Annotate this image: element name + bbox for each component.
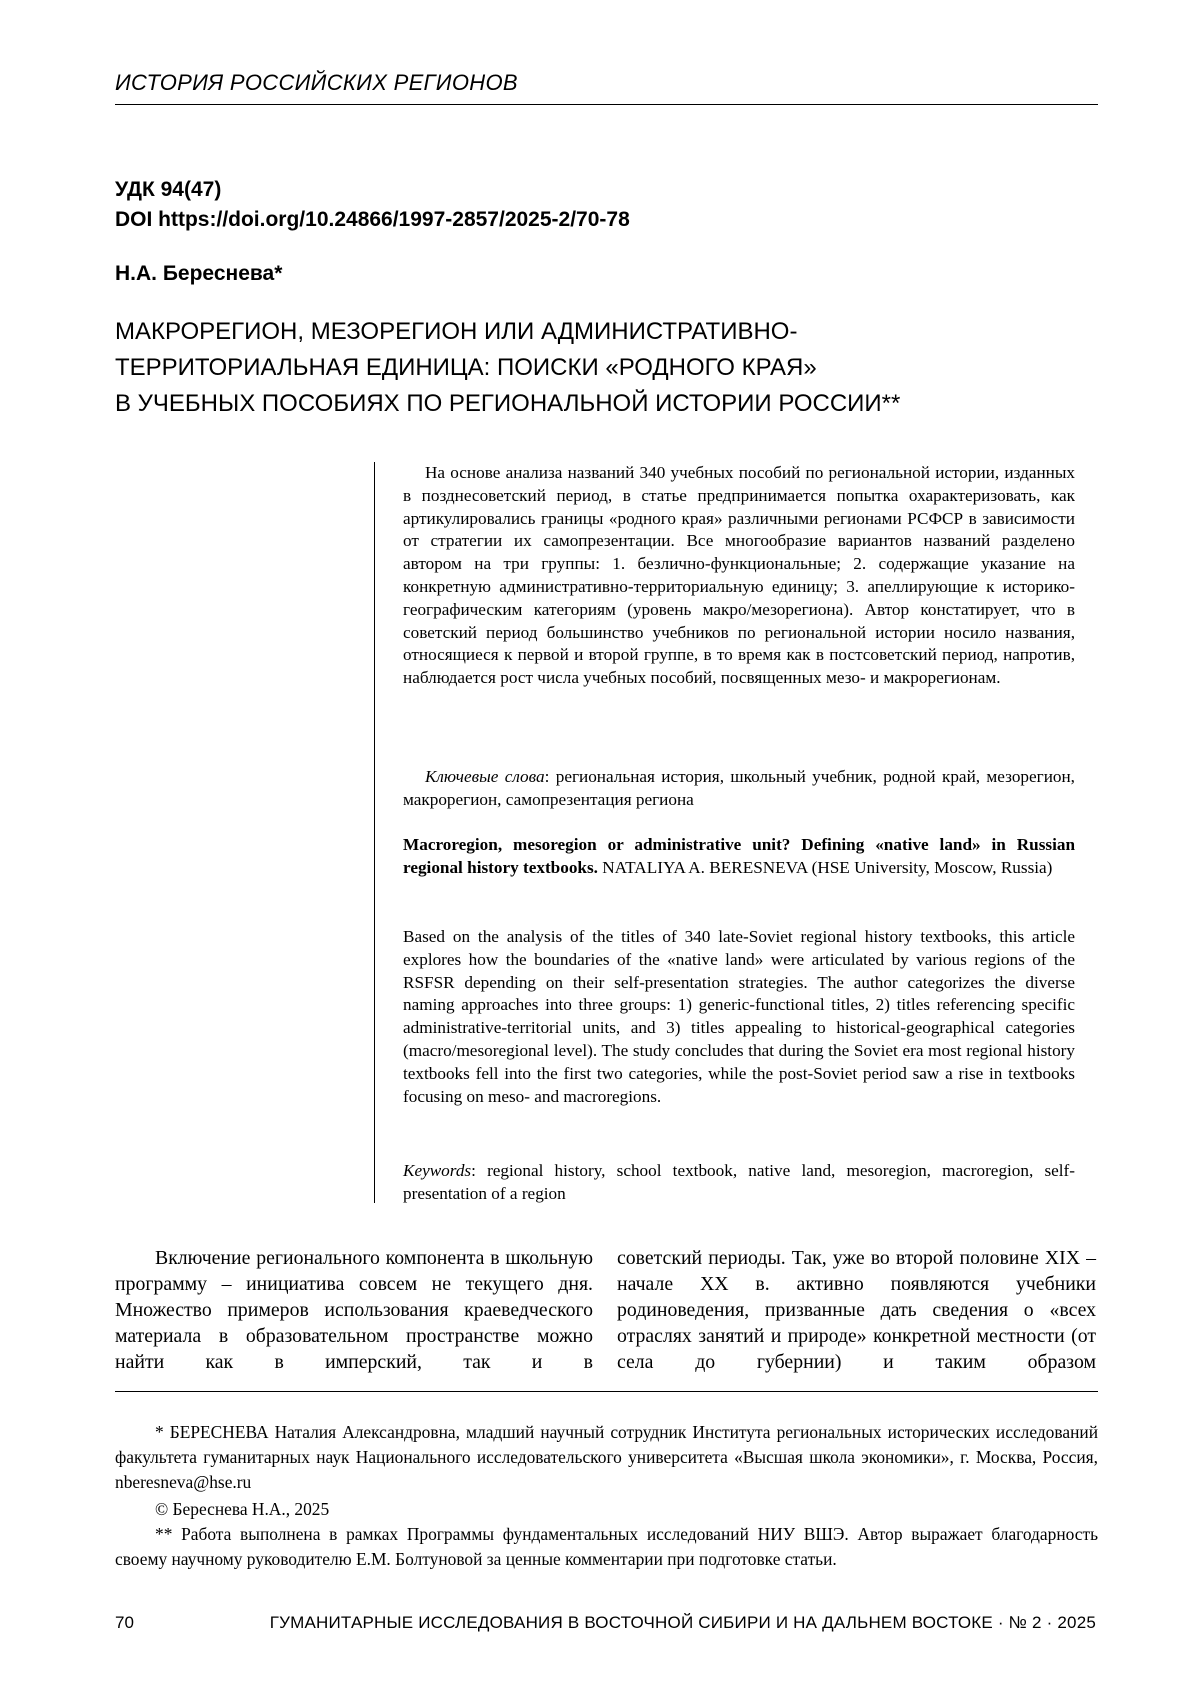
abstract-en-author: NATALIYA A. BERESNEVA (HSE University, Moscow, Russia) [597,857,1053,877]
footnote-rule [115,1391,1098,1392]
keywords-ru-label: Ключевые слова [425,767,545,786]
title-line: ТЕРРИТОРИАЛЬНАЯ ЕДИНИЦА: ПОИСКИ «РОДНОГО КРАЯ» [115,354,817,381]
footnote-author: * БЕРЕСНЕВА Наталия Александровна, младший научный сотрудник Института региональных исторических исследований факультета гуманитарных наук Национального исследовательского университета «Высшая школа экономики», г. Москва, Россия, nberesneva@hse.ru [115,1422,1098,1492]
page-number: 70 [115,1613,134,1632]
header-rule [115,104,1098,105]
article-title [115,314,1115,422]
keywords-ru [403,766,1075,812]
body-column-right: советский периоды. Так, уже во второй половине XIX – начале XX в. активно появляются учебники родиноведения, призванные дать сведения о «всех отраслях занятий и природе» конкретной местности (от села до губернии) и таким образом [617,1247,1096,1373]
udk-code: УДК 94(47) [115,178,222,201]
keywords-en-label: Keywords [403,1161,472,1180]
footnote-grant: ** Работа выполнена в рамках Программы фундаментальных исследований НИУ ВШЭ. Автор выражает благодарность своему научному руководителю Е.М. Болтуновой за ценные комментарии при подготовке статьи. [115,1524,1098,1569]
title-line: В УЧЕБНЫХ ПОСОБИЯХ ПО РЕГИОНАЛЬНОЙ ИСТОРИИ РОССИИ** [115,390,901,417]
footnote-copyright: © Береснева Н.А., 2025 [155,1499,330,1519]
abstract-en-title: Macroregion, mesoregion or administrative unit? Defining «native land» in Russian regional history textbooks. [403,835,1075,877]
abstract-en [403,926,1075,1108]
title-line: МАКРОРЕГИОН, МЕЗОРЕГИОН ИЛИ АДМИНИСТРАТИВНО- [115,318,798,345]
keywords-ru-text: : региональная история, школьный учебник, родной край, мезорегион, макрорегион, самопрезентация региона [403,767,1075,809]
journal-name: ГУМАНИТАРНЫЕ ИССЛЕДОВАНИЯ В ВОСТОЧНОЙ СИБИРИ И НА ДАЛЬНЕМ ВОСТОКЕ · № 2 · 2025 [269,1613,1096,1632]
doi-link[interactable]: DOI https://doi.org/10.24866/1997-2857/2025-2/70-78 [115,208,630,231]
running-head: ИСТОРИЯ РОССИЙСКИХ РЕГИОНОВ [115,70,518,95]
body-column-left: Включение регионального компонента в школьную программу – инициатива совсем не текущего дня. Множество примеров использования краеведческого материала в образовательном пространстве можно найти как в имперский, так и в [115,1247,593,1373]
abstract-ru-text: На основе анализа названий 340 учебных пособий по региональной истории, изданных в позднесоветский период, в статье предпринимается попытка охарактеризовать, как артикулировались границы «родного края» различными регионами РСФСР в зависимости от стратегии их самопрезентации. Все многообразие вариантов названий разделено автором на три группы: 1. безлично-функциональные; 2. содержащие указание на конкретную административно-территориальную единицу; 3. апеллирующие к историко-географическим категориям (уровень макро/мезорегиона). Автор констатирует, что в советский период большинство учебников по региональной истории носило названия, относящиеся к первой и второй группе, в то время как в постсоветский период, напротив, наблюдается рост числа учебных пособий, посвященных мезо- и макрорегионам. [403,463,1075,688]
abstract-ru [403,462,1075,690]
keywords-en-text: : regional history, school textbook, native land, mesoregion, macroregion, self-presentation of a region [403,1161,1075,1203]
keywords-en [403,1160,1075,1206]
abstract-en-heading [403,834,1075,880]
abstract-en-text: Based on the analysis of the titles of 340 late-Soviet regional history textbooks, this article explores how the boundaries of the «native land» were articulated by various regions of the RSFSR depending on their self-presentation strategies. The author categorizes the diverse naming approaches into three groups: 1) generic-functional titles, 2) titles referencing specific administrative-territorial units, and 3) titles appealing to historical-geographical categories (macro/mesoregional level). The study concludes that during the Soviet era most regional history textbooks fell into the first two categories, while the post-Soviet period saw a rise in textbooks focusing on meso- and macroregions. [403,927,1075,1106]
article-author: Н.А. Береснева* [115,262,283,285]
